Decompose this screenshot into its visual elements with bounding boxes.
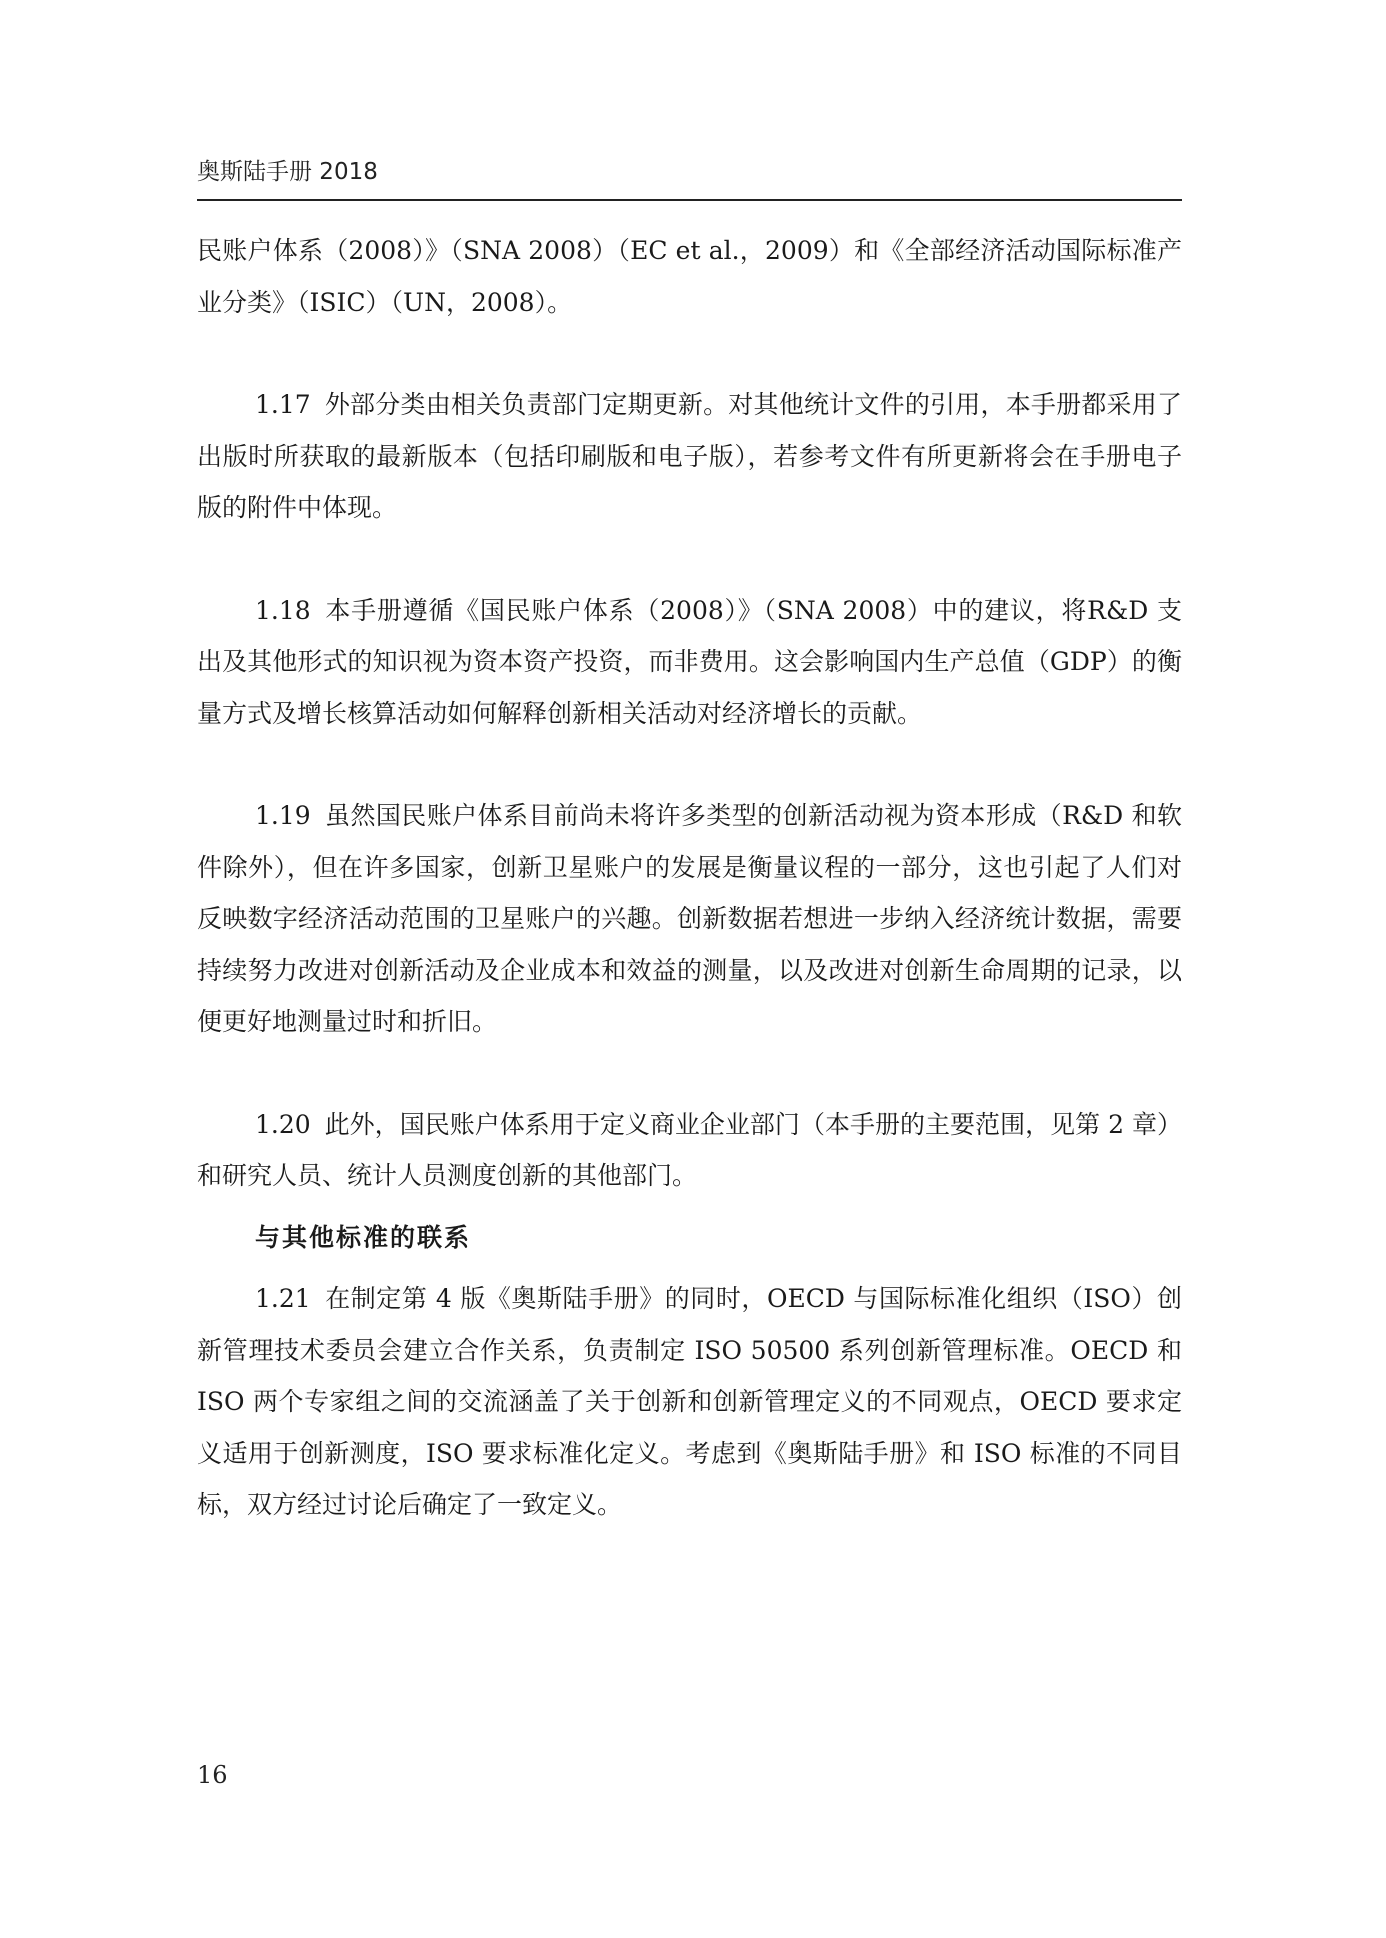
body-text	[197, 225, 1182, 1531]
paragraph-text: 民账户体系（2008）》（SNA 2008）（EC et al.，2009）和《全部经济活动国际标准产业分类》（ISIC）（UN，2008）。	[197, 236, 1182, 317]
page-number: 16	[197, 1761, 228, 1789]
paragraph-text: 本手册遵循《国民账户体系（2008）》（SNA 2008）中的建议，将R&D 支出及其他形式的知识视为资本资产投资，而非费用。这会影响国内生产总值（GDP）的衡量方式及增长核算活动如何解释创新相关活动对经济增长的贡献。	[197, 595, 1182, 728]
paragraph-text: 此外，国民账户体系用于定义商业企业部门（本手册的主要范围，见第 2 章）和研究人员、统计人员测度创新的其他部门。	[197, 1109, 1182, 1190]
running-title: 奥斯陆手册 2018	[197, 159, 378, 185]
paragraph-number: 1.20	[255, 1109, 311, 1139]
paragraph-1-21	[197, 1273, 1182, 1531]
paragraph-text: 外部分类由相关负责部门定期更新。对其他统计文件的引用，本手册都采用了出版时所获取的最新版本（包括印刷版和电子版），若参考文件有所更新将会在手册电子版的附件中体现。	[197, 390, 1182, 522]
paragraph-1-20	[197, 1099, 1182, 1202]
paragraph-number: 1.21	[255, 1284, 311, 1313]
paragraph-number: 1.17	[255, 390, 311, 419]
paragraph-number: 1.19	[255, 801, 311, 830]
section-heading: 与其他标准的联系	[255, 1222, 472, 1252]
paragraph-1-19	[197, 790, 1182, 1048]
paragraph-continuation	[197, 225, 1182, 328]
paragraph-1-17	[197, 379, 1182, 534]
paragraph-number: 1.18	[255, 595, 311, 625]
paragraph-text: 在制定第 4 版《奥斯陆手册》的同时，OECD 与国际标准化组织（ISO）创新管理技术委员会建立合作关系，负责制定 ISO 50500 系列创新管理标准。OECD 和 ISO 两个专家组之间的交流涵盖了关于创新和创新管理定义的不同观点，OECD 要求定义适用于创新测度，ISO 要求标准化定义。考虑到《奥斯陆手册》和 ISO 标准的不同目标，双方经过讨论后确定了一致定义。	[197, 1284, 1182, 1519]
paragraph-text: 虽然国民账户体系目前尚未将许多类型的创新活动视为资本形成（R&D 和软件除外），但在许多国家，创新卫星账户的发展是衡量议程的一部分，这也引起了人们对反映数字经济活动范围的卫星账户的兴趣。创新数据若想进一步纳入经济统计数据，需要持续努力改进对创新活动及企业成本和效益的测量，以及改进对创新生命周期的记录，以便更好地测量过时和折旧。	[197, 801, 1182, 1036]
paragraph-1-18	[197, 585, 1182, 740]
running-header	[197, 157, 1182, 201]
